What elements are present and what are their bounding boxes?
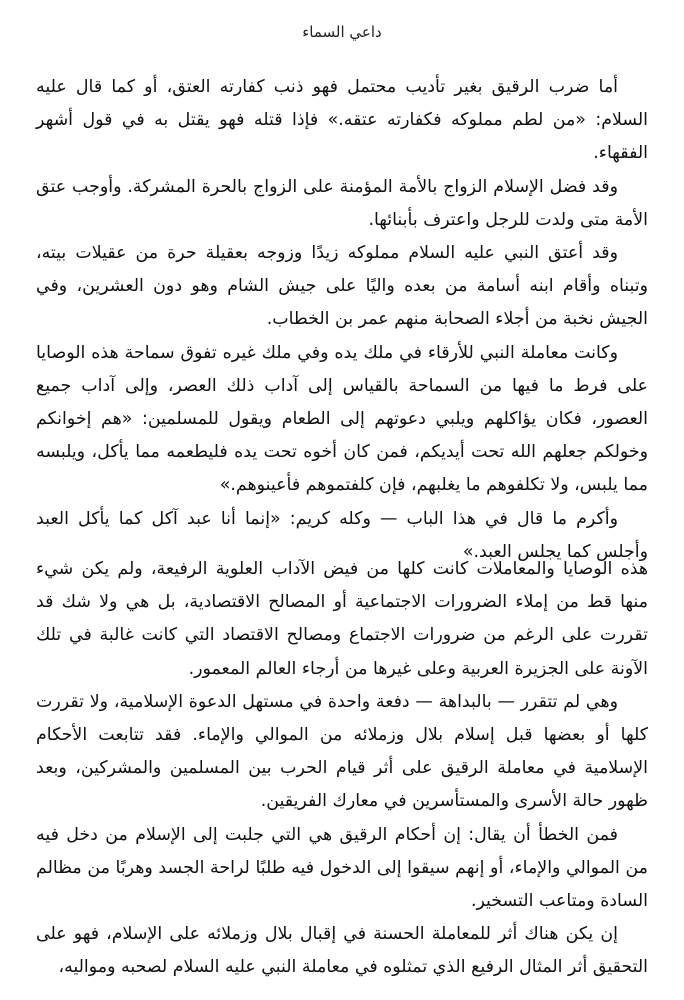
paragraph: وأكرم ما قال في هذا الباب — وكله كريم: «إنما أنا عبد آكل كما يأكل العبد وأجلس كما يجلس العبد.» [36,508,648,562]
text-block-top [36,71,648,569]
paragraph: إن يكن هناك أثر للمعاملة الحسنة في إقبال بلال وزملائه على الإسلام، فهو على التحقيق أثر المثال الرفيع الذي تمثلوه في معاملة النبي عليه السلام لصحبه ومواليه، [36,924,648,978]
paragraph: وهي لم تتقرر — بالبداهة — دفعة واحدة في مستهل الدعوة الإسلامية، ولا تقررت كلها أو بعضها قبل إسلام بلال وزملائه من الموالي والإماء. فقد تتابعت الأحكام الإسلامية في معاملة الرقيق على أثر قيام الحرب بين المسلمين والمشركين، وبعد ظهور حالة الأسرى والمستأسرين في معارك الفريقين. [36,691,648,812]
text-block-bottom [36,553,648,985]
paragraph: وقد فضل الإسلام الزواج بالأمة المؤمنة على الزواج بالحرة المشركة. وأوجب عتق الأمة متى ولدت للرجل واعترف بأبنائها. [36,176,648,230]
paragraph: وقد أعتق النبي عليه السلام مملوكه زيدًا وزوجه بعقيلة حرة من عقيلات بيته، وتبناه وأقام ابنه أسامة من بعده واليًا على جيش الشام وهو دون العشرين، وفي الجيش نخبة من أجلاء الصحابة منهم عمر بن الخطاب. [36,243,648,330]
paragraph: فمن الخطأ أن يقال: إن أحكام الرقيق هي التي جلبت إلى الإسلام من دخل فيه من الموالي والإماء، أو إنهم سيقوا إلى الدخول فيه طلبًا لراحة الجسد وهربًا من مظالم السادة ومتاعب التسخير. [36,824,648,912]
paragraph: وكانت معاملة النبي للأرقاء في ملك يده وفي ملك غيره تفوق سماحة هذه الوصايا على فرط ما فيها من السماحة بالقياس إلى آداب ذلك العصر، وإلى آداب جميع العصور، فكان يؤاكلهم ويلبي دعوتهم إلى الطعام ويقول للمسلمين: «هم إخوانكم وخولكم جعلهم الله تحت أيديكم، فمن كان أخوه تحت يده فليطعمه مما يأكل، ويلبسه مما يلبس، ولا تكلفوهم ما يغلبهم، فإن كلفتموهم فأعينوهم.» [36,342,648,496]
paragraph: أما ضرب الرقيق بغير تأديب محتمل فهو ذنب كفارته العتق، أو كما قال عليه السلام: «من لطم مملوكه فكفارته عتقه.» فإذا قتله فهو يقتل به في قول أشهر الفقهاء. [36,77,648,164]
running-header-title: داعي السماء [302,23,382,41]
paragraph: هذه الوصايا والمعاملات كانت كلها من فيض الآداب العلوية الرفيعة، ولم يكن شيء منها قط من إملاء الضرورات الاجتماعية أو المصالح الاقتصادية، بل هي ولا شك قد تقررت على الرغم من ضرورات الاجتماع ومصالح الاقتصاد التي كانت غالبة في تلك الآونة على الجزيرة العربية وعلى غيرها من أرجاء العالم المعمور. [36,559,648,679]
